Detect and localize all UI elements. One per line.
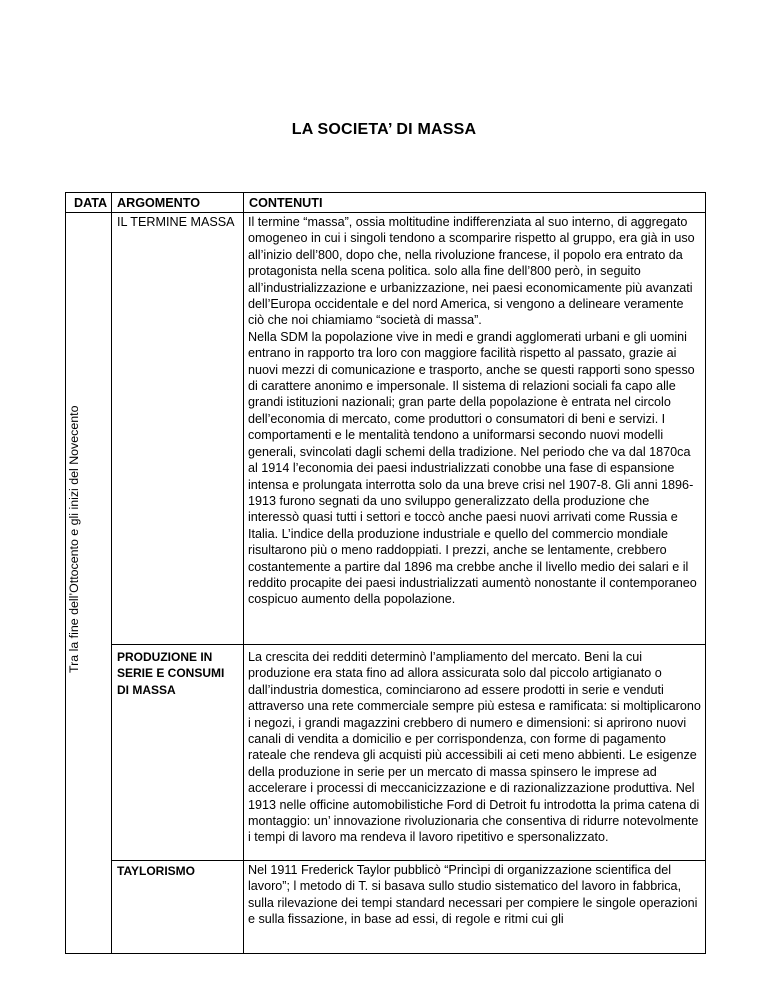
table-row bbox=[66, 645, 706, 861]
content-text: Nel 1911 Frederick Taylor pubblicò “Princìpi di organizzazione scientifica del lavoro”; l metodo di T. si basava sullo studio sistematico del lavoro in fabbrica, sulla rilevazione dei tempi standard necessari per compiere le singole operazioni e sulla fissazione, in base ad essi, di regole e ritmi cui gli bbox=[248, 863, 698, 927]
history-table bbox=[65, 192, 706, 954]
document-title: LA SOCIETA’ DI MASSA bbox=[291, 121, 477, 138]
content-cell bbox=[244, 213, 706, 645]
period-cell: Tra la fine dell’Ottocento e gli inizi del Novecento bbox=[66, 213, 112, 954]
content-text: La crescita dei redditi determinò l’ampliamento del mercato. Beni la cui produzione era stata fino ad allora assicurata solo dal piccolo artigianato o dall’industria domestica, cominciarono ad essere prodotti in serie e venduti attraverso una rete commerciale sempre più estesa e ramificata: si moltiplicarono i negozi, i grandi magazzini crebbero di numero e dimensioni: si aprirono nuovi canali di vendita a domicilio e per corrispondenza, con forme di pagamento rateale che rendeva gli acquisti più accessibili ai ceti meno abbienti. Le esigenze della produzione in serie per un mercato di massa spinsero le imprese ad accelerare i processi di meccanicizzazione e di razionalizzazione produttiva. Nel 1913 nelle officine automobilistiche Ford di Detroit fu introdotta la prima catena di montaggio: un’ innovazione rivoluzionaria che consentiva di ridurre notevolmente i tempi di lavoro ma rendeva il lavoro ripetitivo e spersonalizzato. bbox=[248, 650, 701, 845]
table-row bbox=[66, 213, 706, 645]
topic-cell: IL TERMINE MASSA bbox=[112, 213, 244, 645]
content-text: Il termine “massa”, ossia moltitudine indifferenziata al suo interno, di aggregato omogeneo in cui i singoli tendono a scomparire rispetto al gruppo, era già in uso all’inizio dell’800, dopo che, nella rivoluzione francese, il popolo era entrato da protagonista nella scena politica. solo alla fine dell’800 però, in seguito all’industrializzazione e urbanizzazione, nei paesi economicamente più avanzati dell’Europa occidentale e del nord America, si vengono a delineare veramente ciò che noi chiamiamo “società di massa”. Nella SDM la popolazione vive in medi e grandi agglomerati urbani e gli uomini entrano in rapporto tra loro con maggiore facilità rispetto al passato, grazie ai nuovi mezzi di comunicazione e trasporto, anche se questi rapporti sono spesso di carattere anonimo e impersonale. Il sistema di relazioni sociali fa capo alle grandi istituzioni nazionali; gran parte della popolazione è entrata nel circolo dell’economia di mercato, come produttori o consumatori di beni e servizi. I comportamenti e le mentalità tendono a uniformarsi secondo nuovi modelli generali, svincolati dagli schemi della tradizione. Nel periodo che va dal 1870ca al 1914 l’economia dei paesi industrializzati conobbe una fase di espansione intensa e prolungata interrotta solo da una breve crisi nel 1907-8. Gli anni 1896-1913 furono segnati da uno sviluppo generalizzato della produzione che interessò quasi tutti i settori e toccò anche paesi nuovi arrivati come Russia e Italia. L’indice della produzione industriale e quello del commercio mondiale risultarono più o meno raddoppiati. I prezzi, anche se lentamente, crebbero costantemente a partire dal 1896 ma crebbe anche il livello medio dei salari e il reddito procapite dei paesi industrializzati aumentò nonostante il contemporaneo cospicuo aumento della popolazione. bbox=[248, 215, 697, 607]
table-header-row bbox=[66, 193, 706, 213]
table-row bbox=[66, 861, 706, 954]
topic-cell: PRODUZIONE IN SERIE E CONSUMI DI MASSA bbox=[112, 645, 244, 861]
topic-cell: TAYLORISMO bbox=[112, 861, 244, 954]
header-date: DATA bbox=[66, 193, 112, 213]
header-topic: ARGOMENTO bbox=[112, 193, 244, 213]
content-cell bbox=[244, 861, 706, 954]
header-contents: CONTENUTI bbox=[244, 193, 706, 213]
content-cell bbox=[244, 645, 706, 861]
